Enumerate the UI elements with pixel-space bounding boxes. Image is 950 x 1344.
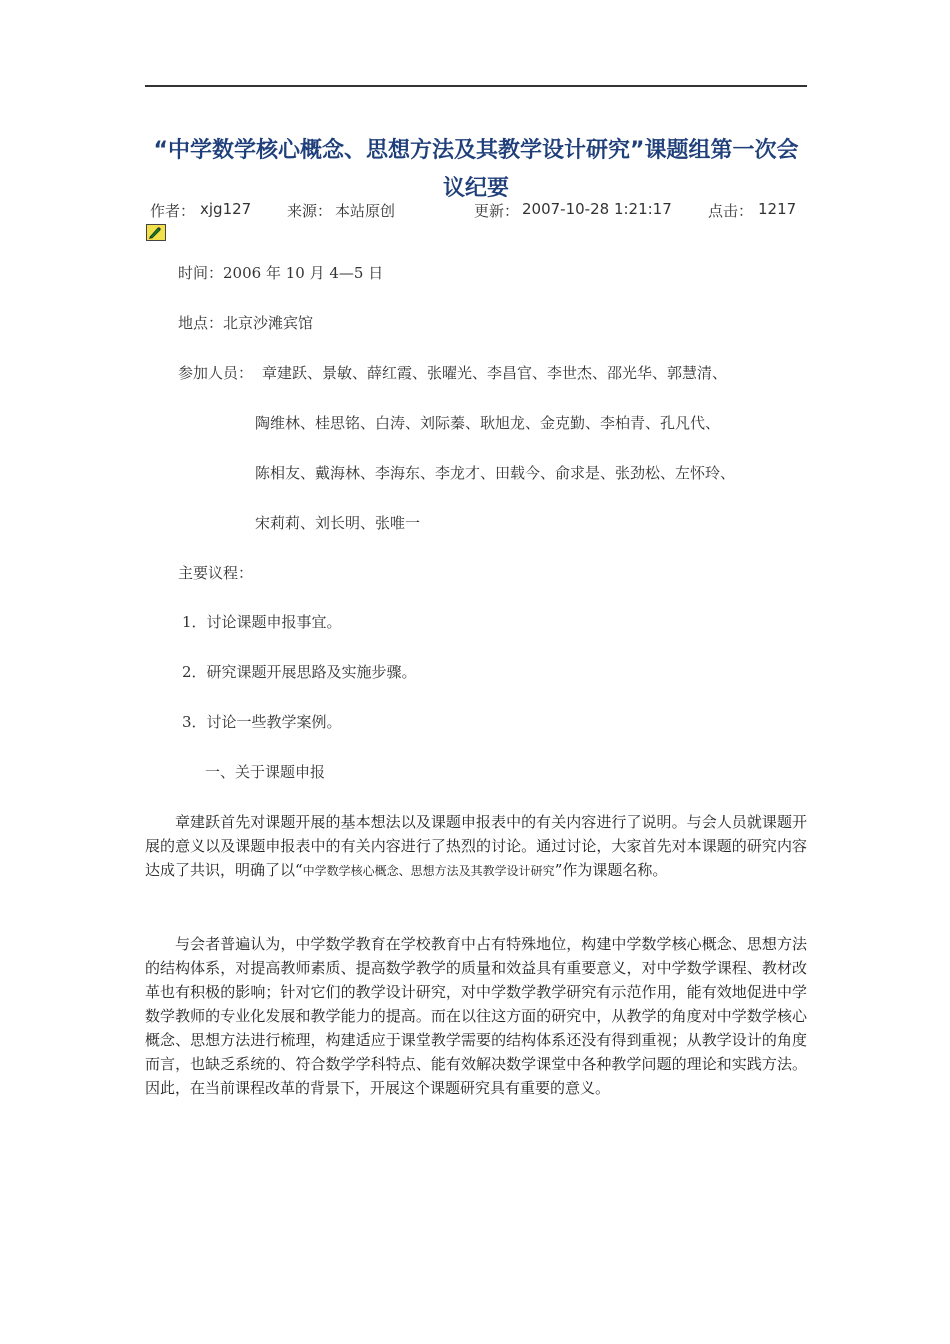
section-heading: 一、关于课题申报 xyxy=(205,763,326,781)
hits-value: 1217 xyxy=(758,200,797,218)
participants-line: 陶维林、桂思铭、白涛、刘际蓁、耿旭龙、金克勤、李柏青、孔凡代、 xyxy=(255,414,721,432)
page-title: “中学数学核心概念、思想方法及其教学设计研究”课题组第一次会议纪要 xyxy=(153,138,799,201)
author-label: 作者： xyxy=(150,202,196,220)
para1-text-before: 章建跃首先对课题开展的基本想法以及课题申报表中的有关内容进行了说明。与会人员就课题开展的意义以及课题申报表中的有关内容进行了热烈的讨论。通过讨论，大家首先对本课题的研究内容达成了共识，明确了以“ xyxy=(145,813,807,879)
agenda-item: 3．讨论一些教学案例。 xyxy=(182,713,342,731)
body-paragraph xyxy=(145,810,807,883)
article-meta xyxy=(150,200,820,222)
pen-note-icon[interactable] xyxy=(146,224,166,241)
agenda-item: 1．讨论课题申报事宜。 xyxy=(182,613,342,631)
source-value: 本站原创 xyxy=(335,202,396,220)
author-name: xjg127 xyxy=(200,200,252,218)
meeting-time: 时间：2006 年 10 月 4—5 日 xyxy=(178,264,384,282)
hits-label: 点击： xyxy=(708,202,754,220)
source-label: 来源： xyxy=(287,202,333,220)
para1-text-after: ”作为课题名称。 xyxy=(554,861,668,879)
agenda-item: 2．研究课题开展思路及实施步骤。 xyxy=(182,663,417,681)
updated-label: 更新： xyxy=(474,202,520,220)
project-name-inline: 中学数学核心概念、思想方法及其教学设计研究 xyxy=(302,864,555,878)
meeting-place: 地点：北京沙滩宾馆 xyxy=(178,314,314,332)
participants-label: 参加人员： xyxy=(178,364,254,382)
top-rule xyxy=(145,85,807,87)
participants-line: 陈相友、戴海林、李海东、李龙才、田载今、俞求是、张劲松、左怀玲、 xyxy=(255,464,736,482)
participants-line: 宋莉莉、刘长明、张唯一 xyxy=(255,514,421,532)
agenda-heading: 主要议程： xyxy=(178,564,254,582)
updated-value: 2007-10-28 1:21:17 xyxy=(522,200,672,218)
participants-line: 章建跃、景敏、薛红霞、张曜光、李昌官、李世杰、邵光华、郭慧清、 xyxy=(262,364,728,382)
body-paragraph: 与会者普遍认为，中学数学教育在学校教育中占有特殊地位，构建中学数学核心概念、思想方法的结构体系，对提高教师素质、提高数学教学的质量和效益具有重要意义，对中学数学课程、教材改革也有积极的影响；针对它们的教学设计研究，对中学数学教学研究有示范作用，能有效地促进中学数学教师的专业化发展和教学能力的提高。而在以往这方面的研究中，从教学的角度对中学数学核心概念、思想方法进行梳理，构建适应于课堂教学需要的结构体系还没有得到重视；从教学设计的角度而言，也缺乏系统的、符合数学学科特点、能有效解决数学课堂中各种教学问题的理论和实践方法。因此，在当前课程改革的背景下，开展这个课题研究具有重要的意义。 xyxy=(145,935,807,1097)
